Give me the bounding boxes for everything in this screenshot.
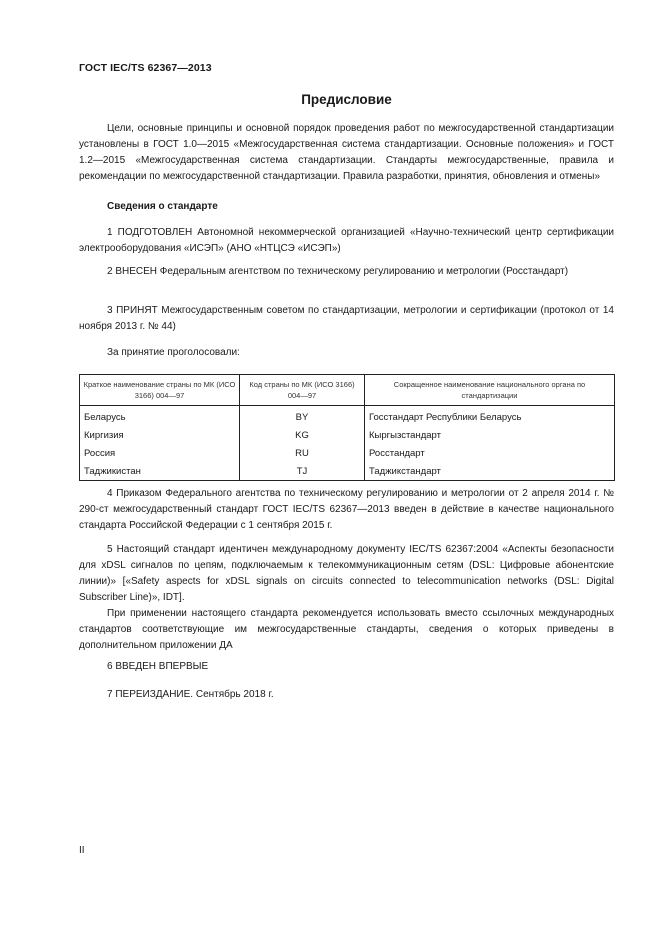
item-2-introduced: 2 ВНЕСЕН Федеральным агентством по техническому регулированию и метрологии (Росстандарт) bbox=[107, 266, 569, 277]
item-1-prepared: 1 ПОДГОТОВЛЕН Автономной некоммерческой организацией «Научно-технический центр сертификации электрооборудования «ИСЭП» (АНО «НТЦСЭ «ИСЭП») bbox=[79, 227, 614, 254]
voting-table bbox=[79, 374, 615, 481]
code-cell: TJ bbox=[240, 462, 365, 481]
page-title: Предисловие bbox=[301, 92, 392, 107]
document-code-header: ГОСТ IEC/TS 62367—2013 bbox=[79, 62, 212, 74]
intro-paragraph: Цели, основные принципы и основной порядок проведения работ по межгосударственной стандартизации установлены в ГОСТ 1.0—2015 «Межгосударственная система стандартизации. Основные положения» и ГОСТ 1.2—2015 «Межгосударственная система стандартизации. Стандарты межгосударственные, правила и рекомендации по межгосударственной стандартизации. Правила разработки, принятия, обновления и отмены» bbox=[79, 123, 614, 182]
body-cell: Кыргызстандарт bbox=[365, 426, 615, 444]
code-cell: BY bbox=[240, 406, 365, 427]
table-header-row bbox=[80, 375, 615, 406]
country-cell: Таджикистан bbox=[80, 462, 240, 481]
column-header-body: Сокращенное наименование национального органа по стандартизации bbox=[365, 375, 615, 406]
column-header-country: Краткое наименование страны по МК (ИСО 3166) 004—97 bbox=[80, 375, 240, 406]
country-cell: Киргизия bbox=[80, 426, 240, 444]
body-cell: Росстандарт bbox=[365, 444, 615, 462]
body-cell: Госстандарт Республики Беларусь bbox=[365, 406, 615, 427]
code-cell: KG bbox=[240, 426, 365, 444]
item-6-first-introduced: 6 ВВЕДЕН ВПЕРВЫЕ bbox=[107, 661, 209, 672]
item-5-note: При применении настоящего стандарта рекомендуется использовать вместо ссылочных международных стандартов соответствующие им межгосударственные стандарты, сведения о которых приведены в дополнительном приложении ДА bbox=[79, 608, 614, 651]
country-cell: Россия bbox=[80, 444, 240, 462]
country-cell: Беларусь bbox=[80, 406, 240, 427]
table-row bbox=[80, 406, 615, 427]
body-cell: Таджикстандарт bbox=[365, 462, 615, 481]
item-3-adopted: 3 ПРИНЯТ Межгосударственным советом по стандартизации, метрологии и сертификации (протокол от 14 ноября 2013 г. № 44) bbox=[79, 305, 614, 332]
item-7-reissue: 7 ПЕРЕИЗДАНИЕ. Сентябрь 2018 г. bbox=[107, 689, 274, 700]
table-row bbox=[80, 426, 615, 444]
item-4-order: 4 Приказом Федерального агентства по техническому регулированию и метрологии от 2 апреля 2014 г. № 290-ст межгосударственный стандарт ГОСТ IEC/TS 62367—2013 введен в действие в качестве национального стандарта Российской Федерации с 1 сентября 2015 г. bbox=[79, 488, 614, 531]
item-5-identical: 5 Настоящий стандарт идентичен международному документу IEC/TS 62367:2004 «Аспекты безопасности для xDSL сигналов по цепям, подключаемым к телекоммуникационным сетям (DSL: Цифровые абонентские линии)» [«Safety aspects for xDSL signals on circuits connected to telecommunication networks (DSL: Digital Subscriber Line)», IDT]. bbox=[79, 544, 614, 603]
table-row bbox=[80, 444, 615, 462]
page-number: II bbox=[79, 845, 85, 856]
table-row bbox=[80, 462, 615, 481]
voted-label: За принятие проголосовали: bbox=[107, 347, 240, 358]
section-subtitle: Сведения о стандарте bbox=[107, 201, 218, 212]
code-cell: RU bbox=[240, 444, 365, 462]
column-header-code: Код страны по МК (ИСО 3166) 004—97 bbox=[240, 375, 365, 406]
